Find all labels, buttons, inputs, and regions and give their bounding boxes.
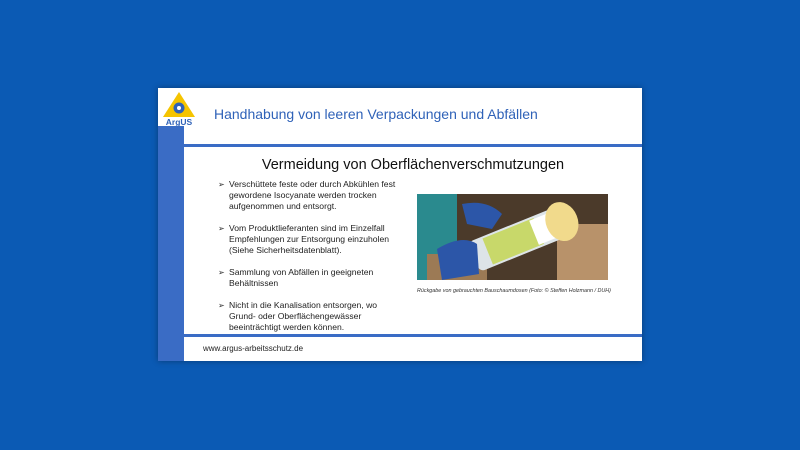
slide-subtitle: Vermeidung von Oberflächenverschmutzungen [261,157,565,173]
arrowhead-icon: ➢ [218,301,225,310]
header-divider [158,144,642,147]
image-caption: Rückgabe von gebrauchten Bauschaumdosen (Foto: © Steffen Holzmann / DUH) [417,288,611,294]
logo-text: ArgUS [165,117,193,126]
bullet-list [218,179,398,344]
bullet-item [218,267,398,289]
arrowhead-icon: ➢ [218,224,225,233]
arrowhead-icon: ➢ [218,180,225,189]
bullet-item [218,300,398,333]
bullet-text: Vom Produktlieferanten sind im Einzelfall Empfehlungen zur Entsorgung einzuholen (Siehe Sicherheitsdatenblatt). [229,223,390,255]
bullet-item [218,223,398,256]
argus-logo [161,90,197,126]
slide-header-title: Handhabung von leeren Verpackungen und Abfällen [214,106,538,122]
bullet-item [218,179,398,212]
bullet-text: Sammlung von Abfällen in geeigneten Behältnissen [229,267,374,288]
foam-can-photo [417,194,608,280]
arrowhead-icon: ➢ [218,268,225,277]
footer-url[interactable]: www.argus-arbeitsschutz.de [203,344,304,353]
bullet-text: Nicht in die Kanalisation entsorgen, wo Grund- oder Oberflächengewässer beeinträchtigt werden können. [229,300,378,332]
slide [158,88,642,361]
left-accent-bar [158,126,184,361]
bullet-text: Verschüttete feste oder durch Abkühlen fest gewordene Isocyanate werden trocken aufgenommen und entsorgt. [229,179,396,211]
